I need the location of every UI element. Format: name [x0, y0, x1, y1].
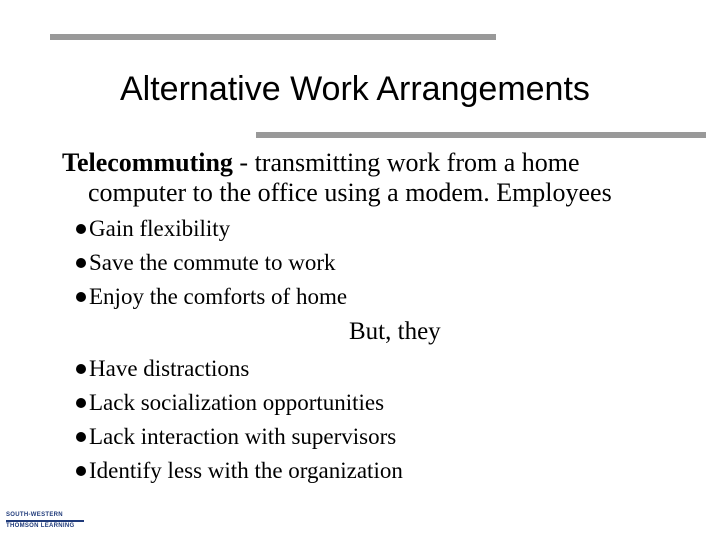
top-rule [50, 34, 496, 40]
list-item-text: Identify less with the organization [89, 458, 403, 483]
publisher-logo [6, 510, 84, 532]
intro-term: Telecommuting [62, 148, 233, 177]
cons-list [76, 352, 403, 488]
logo-divider [6, 520, 84, 522]
logo-line-1: SOUTH-WESTERN [6, 512, 63, 518]
list-item-text: Gain flexibility [89, 216, 231, 241]
list-item-text: Lack socialization opportunities [89, 390, 385, 415]
bullet-icon [76, 398, 86, 408]
bullet-icon [76, 292, 86, 302]
pros-list [76, 212, 347, 314]
title-underline-rule [256, 132, 706, 138]
list-item [76, 454, 403, 488]
intro-paragraph [62, 148, 702, 208]
list-item [76, 420, 403, 454]
list-item [76, 212, 347, 246]
list-item [76, 280, 347, 314]
intro-definition: - transmitting work from a home [232, 148, 580, 177]
transition-text: But, they [349, 318, 441, 345]
list-item-text: Save the commute to work [89, 250, 336, 275]
bullet-icon [76, 432, 86, 442]
bullet-icon [76, 258, 86, 268]
logo-line-2: THOMSON LEARNING [6, 523, 75, 529]
bullet-icon [76, 364, 86, 374]
intro-continuation: computer to the office using a modem. Employees [88, 178, 612, 207]
list-item [76, 246, 347, 280]
list-item [76, 352, 403, 386]
list-item-text: Have distractions [89, 356, 250, 381]
slide-title: Alternative Work Arrangements [120, 70, 590, 108]
list-item [76, 386, 403, 420]
list-item-text: Lack interaction with supervisors [89, 424, 397, 449]
list-item-text: Enjoy the comforts of home [89, 284, 348, 309]
bullet-icon [76, 466, 86, 476]
bullet-icon [76, 224, 86, 234]
